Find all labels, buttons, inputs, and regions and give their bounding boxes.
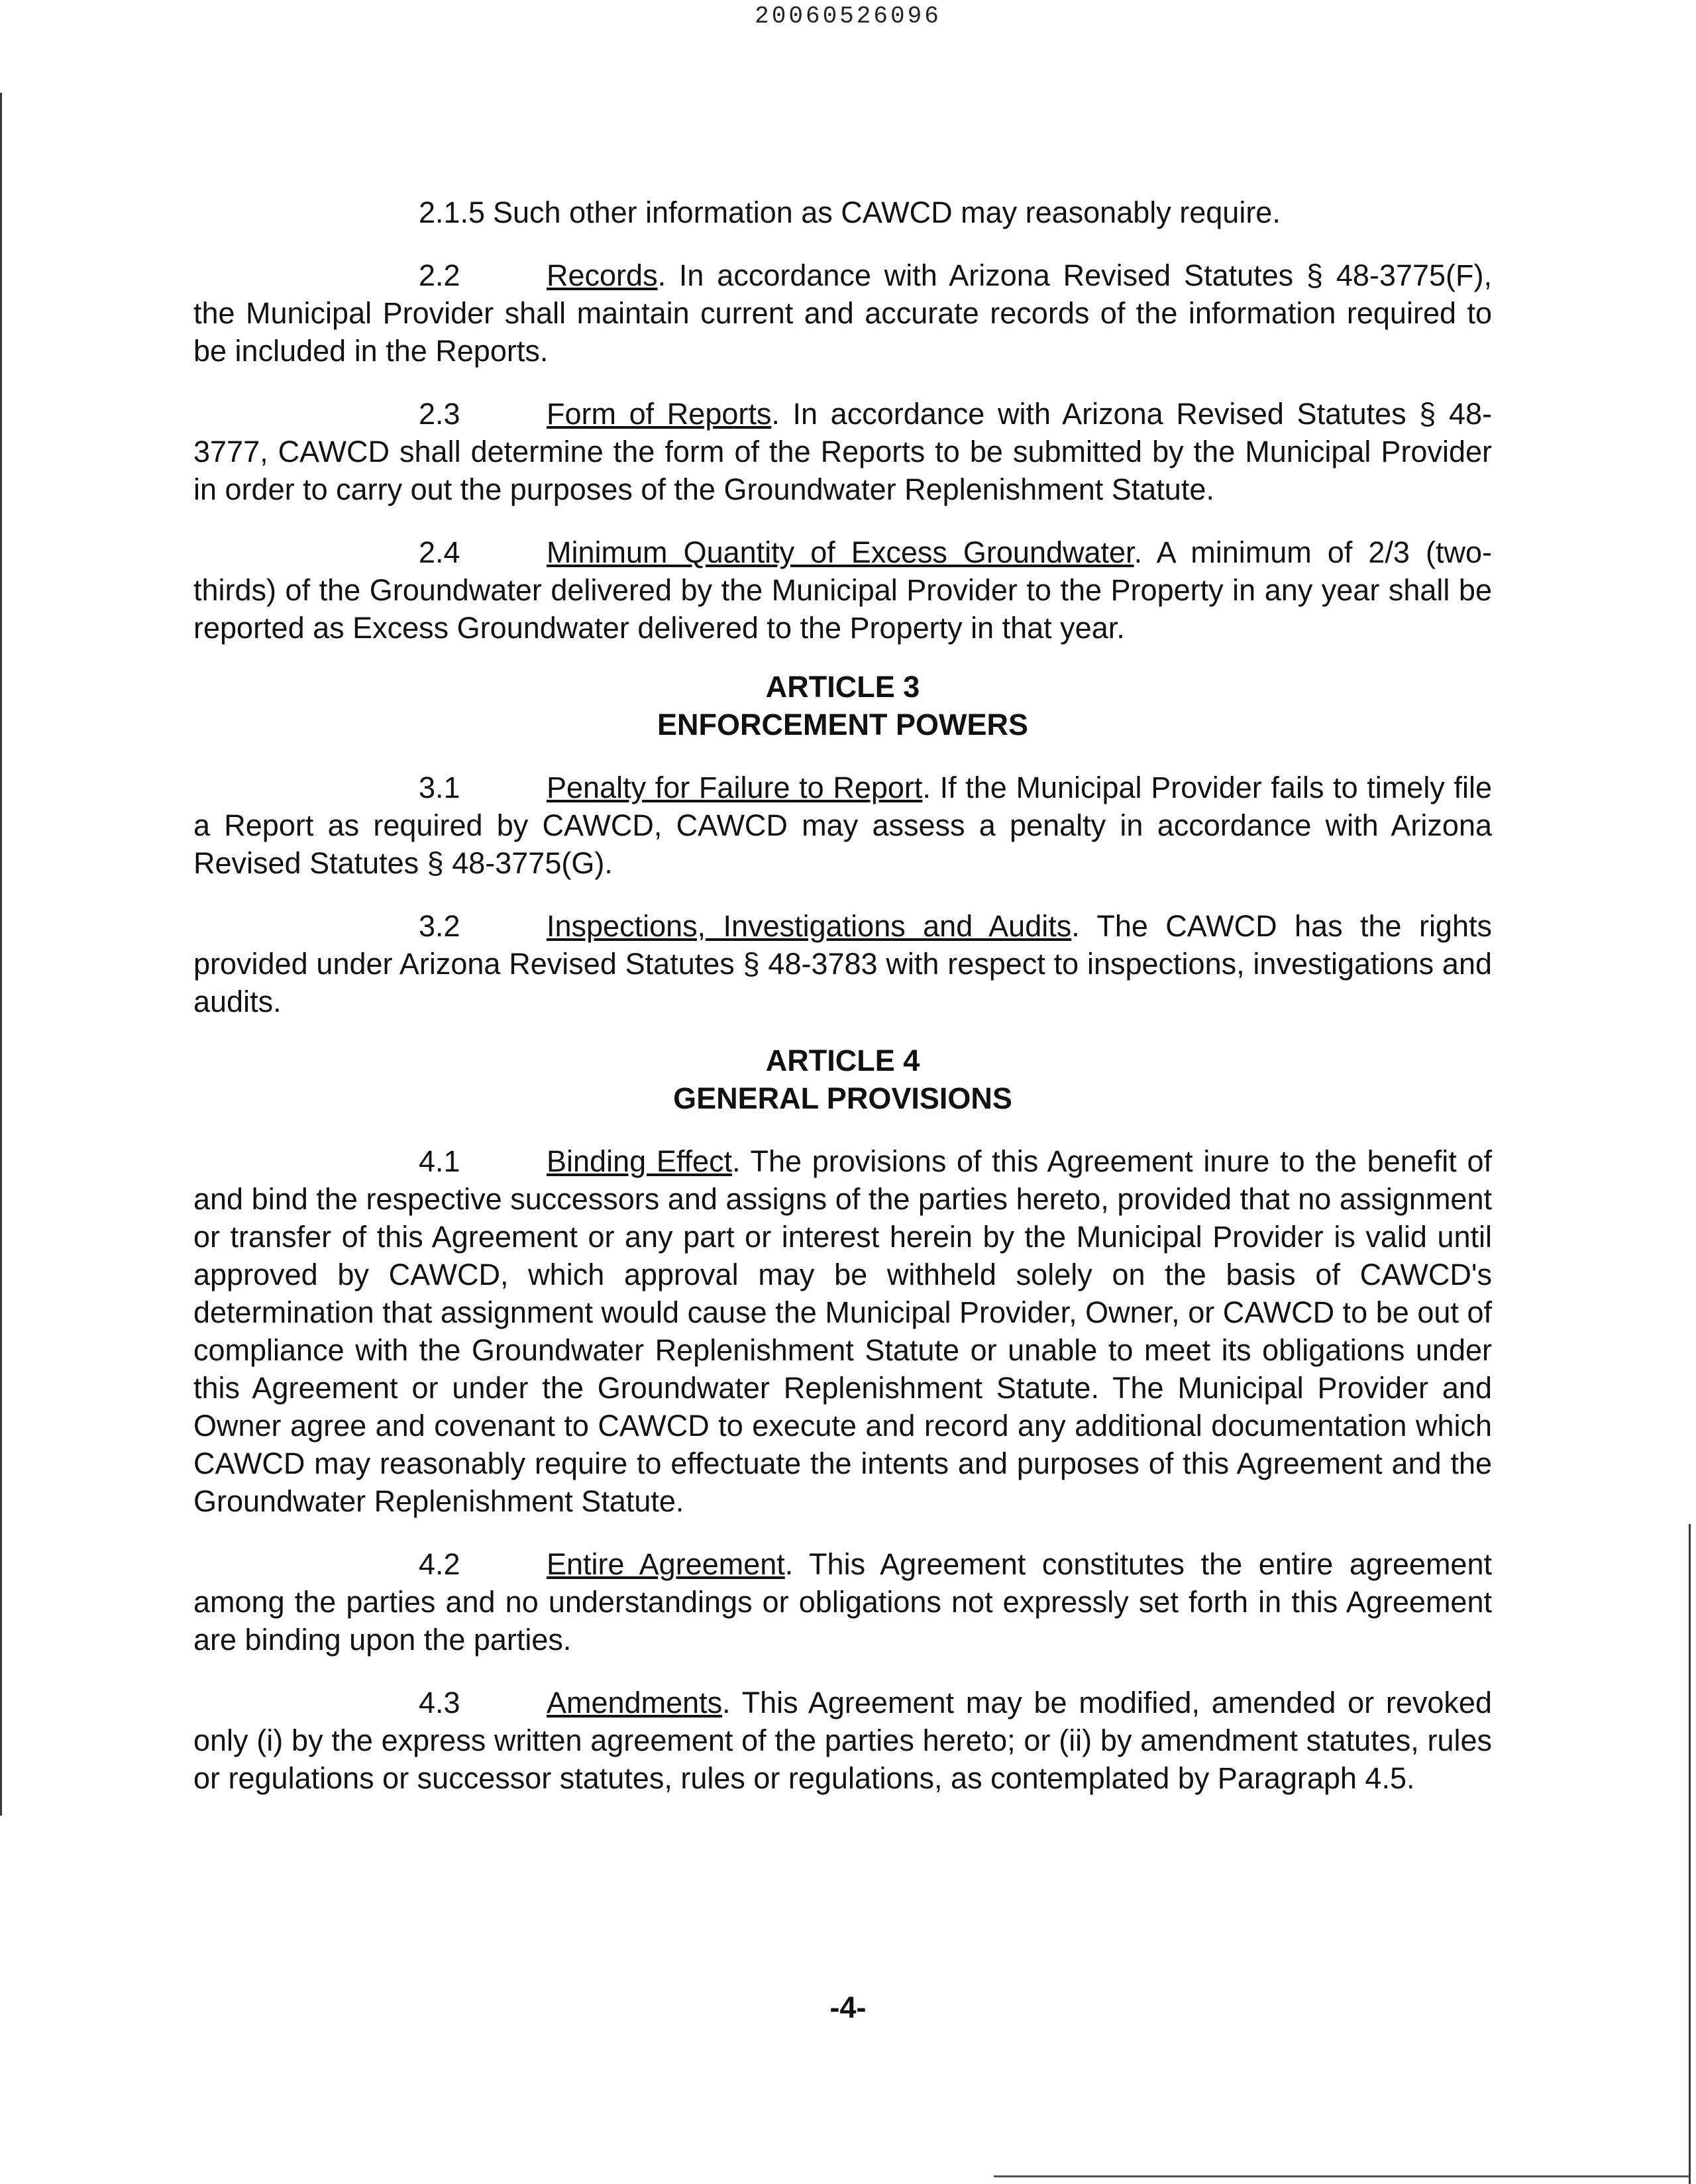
scan-edge-right [1689,1524,1691,2184]
paragraph-heading: Amendments [547,1686,723,1720]
paragraph-text: . This Agreement constitutes the entire agreement among the parties and no understandings or obligations not expressly set forth in this Agreement are binding upon the parties. [193,1547,1492,1657]
paragraph-text: . If the Municipal Provider fails to timely file a Report as required by CAWCD, CAWCD may assess a penalty in accordance with Arizona Revised Statutes § 48-3775(G). [193,771,1492,880]
paragraph-text: . In accordance with Arizona Revised Statutes § 48-3777, CAWCD shall determine the form of the Reports to be submitted by the Municipal Provider in order to carry out the purposes of the Groundwater Replenishment Statute. [193,397,1492,506]
article-subtitle: ENFORCEMENT POWERS [657,708,1029,741]
paragraph-text: . A minimum of 2/3 (two-thirds) of the Groundwater delivered by the Municipal Provider to the Property in any year shall be reported as Excess Groundwater delivered to the Property in that year. [193,535,1493,645]
paragraph-4-2 [193,1545,1492,1659]
paragraph-heading: Minimum Quantity of Excess Groundwater [547,535,1134,569]
scan-edge-left [0,93,2,1816]
paragraph-2-1-5 [193,193,1492,231]
recording-number: 20060526096 [755,3,941,30]
paragraph-number: 2.4 [419,535,460,569]
paragraph-number: 2.3 [419,397,460,431]
paragraph-number: 4.1 [419,1144,460,1178]
paragraph-text: . This Agreement may be modified, amended or revoked only (i) by the express written agreement of the parties hereto; or (ii) by amendment statutes, rules or regulations or successor statutes, rules or regulations, as contemplated by Paragraph 4.5. [193,1686,1492,1795]
document-body [193,193,1492,1822]
paragraph-number: 3.1 [419,771,460,804]
article-subtitle: GENERAL PROVISIONS [673,1081,1012,1115]
paragraph-4-1 [193,1142,1492,1520]
paragraph-heading: Form of Reports [547,397,772,431]
paragraph-heading: Binding Effect [547,1144,733,1178]
paragraph-2-3 [193,395,1492,508]
paragraph-text: . In accordance with Arizona Revised Statutes § 48-3775(F), the Municipal Provider shall maintain current and accurate records of the information required to be included in the Reports. [193,258,1492,368]
paragraph-number: 3.2 [419,909,460,943]
page-number: -4- [829,1991,867,2024]
paragraph-2-4 [193,533,1492,647]
paragraph-text: . The CAWCD has the rights provided under Arizona Revised Statutes § 48-3783 with respect to inspections, investigations and audits. [193,909,1492,1018]
paragraph-heading: Records [547,258,658,292]
paragraph-4-3 [193,1684,1492,1797]
paragraph-2-2 [193,256,1492,370]
article-4-heading [193,1042,1492,1117]
paragraph-3-1 [193,769,1492,882]
paragraph-number: 4.2 [419,1547,460,1581]
paragraph-heading: Entire Agreement [547,1547,785,1581]
paragraph-3-2 [193,907,1492,1020]
paragraph-heading: Penalty for Failure to Report [547,771,923,804]
article-title: ARTICLE 4 [765,1044,920,1077]
paragraph-text: . The provisions of this Agreement inure to the benefit of and bind the respective successors and assigns of the parties hereto, provided that no assignment or transfer of this Agreement or any part or interest herein by the Municipal Provider is valid until approved by CAWCD, which approval may be withheld solely on the basis of CAWCD's determination that assignment would cause the Municipal Provider, Owner, or CAWCD to be out of compliance with the Groundwater Replenishment Statute or unable to meet its obligations under this Agreement or under the Groundwater Replenishment Statute. The Municipal Provider and Owner agree and covenant to CAWCD to execute and record any additional documentation which CAWCD may reasonably require to effectuate the intents and purposes of this Agreement and the Groundwater Replenishment Statute. [193,1144,1493,1518]
paragraph-heading: Inspections, Investigations and Audits [547,909,1072,943]
scan-edge-bottom [994,2175,1689,2177]
article-3-heading [193,668,1492,743]
paragraph-number: 2.2 [419,258,460,292]
article-title: ARTICLE 3 [765,670,920,704]
paragraph-number: 4.3 [419,1686,460,1720]
paragraph-text: Such other information as CAWCD may reasonably require. [493,195,1281,229]
paragraph-number: 2.1.5 [419,195,486,229]
